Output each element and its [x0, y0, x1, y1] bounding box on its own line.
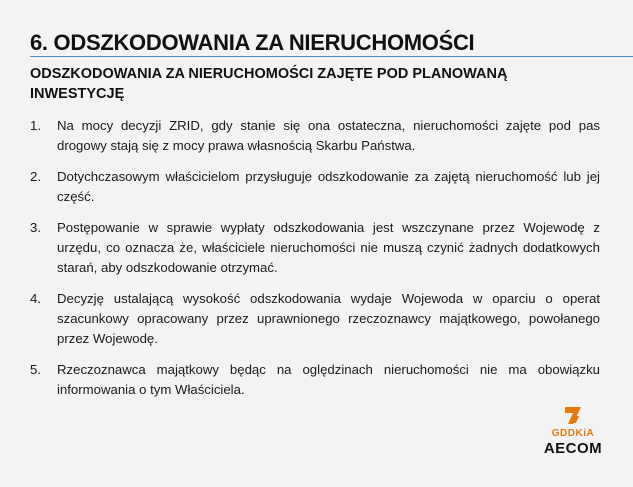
- list-item: [30, 167, 600, 207]
- list-item-number: 1.: [30, 118, 41, 133]
- logo-block: [543, 404, 603, 457]
- list-item-number: 3.: [30, 220, 41, 235]
- list-item-number: 4.: [30, 291, 41, 306]
- aecom-logo-text: AECOM: [543, 440, 603, 457]
- list-item: [30, 218, 600, 278]
- list-item-text: Postępowanie w sprawie wypłaty odszkodowania jest wszczynane przez Wojewodę z urzędu, co oznacza że, właściciele nieruchomości nie muszą czynić żadnych dodatkowych starań, aby odszkodowanie otrzymać.: [57, 220, 600, 275]
- slide-title: 6. ODSZKODOWANIA ZA NIERUCHOMOŚCI: [30, 30, 475, 55]
- list-item-text: Decyzję ustalającą wysokość odszkodowania wydaje Wojewoda w oparciu o operat szacunkowy opracowany przez uprawnionego rzeczoznawcy majątkowego, powołanego przez Wojewodę.: [57, 291, 600, 346]
- list-item-text: Dotychczasowym właścicielom przysługuje odszkodowanie za zajętą nieruchomość lub jej część.: [57, 169, 600, 204]
- list-item: [30, 360, 600, 400]
- list-item-text: Rzeczoznawca majątkowy będąc na oględzinach nieruchomości nie ma obowiązku informowania o tym Właściciela.: [57, 362, 600, 397]
- list-item: [30, 116, 600, 156]
- list-item-number: 2.: [30, 169, 41, 184]
- slide-subtitle: ODSZKODOWANIA ZA NIERUCHOMOŚCI ZAJĘTE POD PLANOWANĄ INWESTYCJĘ: [30, 66, 508, 102]
- list-item: [30, 289, 600, 349]
- gddkia-logo-icon: [562, 404, 584, 426]
- numbered-list: [30, 116, 600, 411]
- list-item-text: Na mocy decyzji ZRID, gdy stanie się ona ostateczna, nieruchomości zajęte pod pas drogowy stają się z mocy prawa własnością Skarbu Państwa.: [57, 118, 600, 153]
- title-divider: [30, 56, 633, 57]
- list-item-number: 5.: [30, 362, 41, 377]
- gddkia-logo-text: GDDKiA: [551, 428, 595, 439]
